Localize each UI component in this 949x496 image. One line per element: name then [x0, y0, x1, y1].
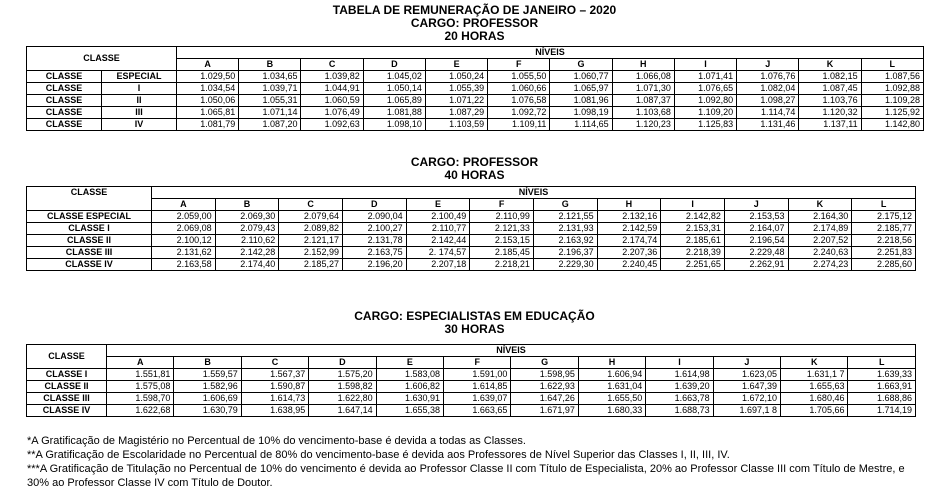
level-header-e: E [425, 59, 487, 71]
table-row [27, 235, 916, 247]
cargo-title-1: CARGO: PROFESSOR [410, 16, 539, 30]
salary-cell: 1.622,80 [309, 393, 376, 405]
salary-cell: 1.714,19 [848, 405, 916, 417]
salary-cell: 1.071,30 [612, 83, 674, 95]
salary-cell: 1.622,93 [511, 381, 578, 393]
level-header-h: H [578, 357, 645, 369]
salary-cell: 1.639,20 [646, 381, 713, 393]
salary-cell: 1.672,10 [713, 393, 780, 405]
hours-title-1: 20 HORAS [444, 29, 505, 43]
salary-cell: 2.131,78 [342, 235, 406, 247]
salary-cell: 1.114,65 [550, 119, 612, 131]
salary-cell: 1.082,15 [799, 71, 861, 83]
salary-cell: 1.125,92 [861, 107, 923, 119]
level-header-f: F [470, 199, 534, 211]
salary-cell: 2.069,30 [215, 211, 279, 223]
salary-cell: 2.090,04 [342, 211, 406, 223]
salary-cell: 1.081,79 [177, 119, 239, 131]
salary-cell: 1.631,1 7 [781, 369, 848, 381]
salary-cell: 2.196,20 [342, 259, 406, 271]
salary-cell: 2.069,08 [152, 223, 216, 235]
salary-cell: 1.050,14 [363, 83, 425, 95]
salary-cell: 1.060,59 [301, 95, 363, 107]
table-row [27, 223, 916, 235]
salary-cell: 1.614,73 [241, 393, 308, 405]
salary-cell: 1.060,77 [550, 71, 612, 83]
salary-cell: 1.688,86 [848, 393, 916, 405]
salary-cell: 1.705,66 [781, 405, 848, 417]
salary-cell: 1.623,05 [713, 369, 780, 381]
level-header-a: A [177, 59, 239, 71]
table-row [27, 211, 916, 223]
salary-cell: 1.076,58 [488, 95, 550, 107]
level-header-f: F [488, 59, 550, 71]
row-label: CLASSE III [27, 247, 152, 259]
salary-cell: 1.131,46 [737, 119, 799, 131]
salary-cell: 2.207,36 [597, 247, 661, 259]
table-row [27, 95, 924, 107]
salary-cell: 2.110,62 [215, 235, 279, 247]
salary-cell: 2.142,82 [661, 211, 725, 223]
level-header-l: L [848, 357, 916, 369]
salary-cell: 1.098,27 [737, 95, 799, 107]
salary-cell: 1.055,50 [488, 71, 550, 83]
salary-cell: 2.121,33 [470, 223, 534, 235]
salary-cell: 2.142,28 [215, 247, 279, 259]
salary-cell: 1.598,70 [107, 393, 174, 405]
salary-cell: 2.079,43 [215, 223, 279, 235]
salary-cell: 1.055,39 [425, 83, 487, 95]
salary-cell: 1.071,22 [425, 95, 487, 107]
salary-cell: 1.137,11 [799, 119, 861, 131]
level-header-d: D [363, 59, 425, 71]
salary-cell: 1.680,46 [781, 393, 848, 405]
row-label-level: II [102, 95, 177, 107]
row-label-classe: CLASSE [27, 95, 102, 107]
salary-cell: 2.089,82 [279, 223, 343, 235]
salary-cell: 2.240,63 [788, 247, 852, 259]
salary-cell: 1.663,65 [444, 405, 511, 417]
salary-cell: 1.647,26 [511, 393, 578, 405]
salary-cell: 2.164,07 [724, 223, 788, 235]
salary-cell: 1.559,57 [174, 369, 241, 381]
cargo-title-2: CARGO: PROFESSOR [410, 155, 539, 169]
salary-cell: 1.590,87 [241, 381, 308, 393]
salary-cell: 1.647,39 [713, 381, 780, 393]
salary-cell: 1.065,81 [177, 107, 239, 119]
salary-cell: 2.185,77 [852, 223, 916, 235]
level-header-i: I [661, 199, 725, 211]
row-label-classe: CLASSE [27, 119, 102, 131]
salary-cell: 1.575,20 [309, 369, 376, 381]
row-label-level: ESPECIAL [102, 71, 177, 83]
salary-cell: 1.638,95 [241, 405, 308, 417]
salary-cell: 1.663,78 [646, 393, 713, 405]
classe-header: CLASSE [27, 345, 107, 369]
salary-cell: 2.110,99 [470, 211, 534, 223]
level-header-e: E [406, 199, 470, 211]
row-label: CLASSE IV [27, 405, 107, 417]
level-header-c: C [241, 357, 308, 369]
niveis-header: NÍVEIS [152, 187, 916, 199]
salary-table-20h [26, 46, 924, 131]
level-header-b: B [215, 199, 279, 211]
salary-cell: 2.285,60 [852, 259, 916, 271]
row-label-classe: CLASSE [27, 71, 102, 83]
salary-cell: 1.614,85 [444, 381, 511, 393]
salary-cell: 1.622,68 [107, 405, 174, 417]
salary-cell: 1.087,56 [861, 71, 923, 83]
salary-cell: 1.697,1 8 [713, 405, 780, 417]
salary-cell: 1.639,07 [444, 393, 511, 405]
salary-cell: 1.044,91 [301, 83, 363, 95]
niveis-header: NÍVEIS [107, 345, 916, 357]
salary-cell: 2.110,77 [406, 223, 470, 235]
salary-cell: 1.647,14 [309, 405, 376, 417]
salary-cell: 2.131,62 [152, 247, 216, 259]
salary-cell: 1.575,08 [107, 381, 174, 393]
salary-cell: 2.251,83 [852, 247, 916, 259]
row-label: CLASSE ESPECIAL [27, 211, 152, 223]
salary-cell: 2.185,27 [279, 259, 343, 271]
level-header-d: D [342, 199, 406, 211]
salary-cell: 1.050,06 [177, 95, 239, 107]
hours-title-3: 30 HORAS [444, 322, 505, 336]
salary-cell: 1.630,79 [174, 405, 241, 417]
level-header-i: I [674, 59, 736, 71]
salary-cell: 1.066,08 [612, 71, 674, 83]
row-label: CLASSE IV [27, 259, 152, 271]
table-row [27, 107, 924, 119]
salary-cell: 2.185,61 [661, 235, 725, 247]
row-label-level: III [102, 107, 177, 119]
salary-cell: 1.081,88 [363, 107, 425, 119]
salary-cell: 1.103,68 [612, 107, 674, 119]
level-header-j: J [713, 357, 780, 369]
salary-cell: 2.240,45 [597, 259, 661, 271]
salary-cell: 1.065,89 [363, 95, 425, 107]
salary-cell: 1.081,96 [550, 95, 612, 107]
row-label-classe: CLASSE [27, 107, 102, 119]
salary-cell: 1.098,10 [363, 119, 425, 131]
salary-cell: 1.071,14 [239, 107, 301, 119]
row-label-classe: CLASSE [27, 83, 102, 95]
level-header-e: E [376, 357, 443, 369]
salary-cell: 1.050,24 [425, 71, 487, 83]
salary-cell: 1.631,04 [578, 381, 645, 393]
salary-cell: 1.039,71 [239, 83, 301, 95]
salary-cell: 1.087,45 [799, 83, 861, 95]
salary-cell: 1.087,29 [425, 107, 487, 119]
salary-cell: 2.164,30 [788, 211, 852, 223]
salary-cell: 2.163,75 [342, 247, 406, 259]
salary-cell: 1.092,63 [301, 119, 363, 131]
hours-title-2: 40 HORAS [444, 168, 505, 182]
level-header-c: C [279, 199, 343, 211]
level-header-c: C [301, 59, 363, 71]
row-label-level: IV [102, 119, 177, 131]
salary-cell: 2.079,64 [279, 211, 343, 223]
salary-cell: 2.174,89 [788, 223, 852, 235]
salary-cell: 1.103,59 [425, 119, 487, 131]
salary-cell: 1.120,32 [799, 107, 861, 119]
salary-cell: 1.688,73 [646, 405, 713, 417]
salary-cell: 2.059,00 [152, 211, 216, 223]
salary-cell: 1.680,33 [578, 405, 645, 417]
salary-cell: 1.087,20 [239, 119, 301, 131]
salary-cell: 2.229,48 [724, 247, 788, 259]
cargo-title-3: CARGO: ESPECIALISTAS EM EDUCAÇÃO [354, 309, 595, 323]
level-header-g: G [550, 59, 612, 71]
salary-cell: 1.098,19 [550, 107, 612, 119]
salary-cell: 1.614,98 [646, 369, 713, 381]
salary-cell: 2.218,39 [661, 247, 725, 259]
level-header-k: K [799, 59, 861, 71]
salary-cell: 1.029,50 [177, 71, 239, 83]
level-header-h: H [612, 59, 674, 71]
salary-cell: 2.207,18 [406, 259, 470, 271]
footnote-1: *A Gratificação de Magistério no Percentual de 10% do vencimento-base é devida a todas as Classes. [27, 435, 526, 447]
salary-cell: 2.218,56 [852, 235, 916, 247]
salary-cell: 2.207,52 [788, 235, 852, 247]
level-header-j: J [737, 59, 799, 71]
level-header-g: G [511, 357, 578, 369]
level-header-k: K [788, 199, 852, 211]
level-header-k: K [781, 357, 848, 369]
salary-cell: 2.196,37 [533, 247, 597, 259]
footnote-2: **A Gratificação de Escolaridade no Percentual de 80% do vencimento-base é devida aos Professores de Nível Superior das Classes I, II, III, IV. [27, 449, 730, 461]
level-header-a: A [107, 357, 174, 369]
table-row [27, 381, 916, 393]
salary-cell: 2.152,99 [279, 247, 343, 259]
level-header-l: L [852, 199, 916, 211]
salary-cell: 2.196,54 [724, 235, 788, 247]
salary-cell: 1.567,37 [241, 369, 308, 381]
salary-cell: 1.045,02 [363, 71, 425, 83]
salary-cell: 1.606,82 [376, 381, 443, 393]
salary-cell: 1.551,81 [107, 369, 174, 381]
salary-cell: 1.663,91 [848, 381, 916, 393]
salary-cell: 2.251,65 [661, 259, 725, 271]
salary-cell: 1.114,74 [737, 107, 799, 119]
salary-cell: 1.639,33 [848, 369, 916, 381]
table-row [27, 247, 916, 259]
document-title: TABELA DE REMUNERAÇÃO DE JANEIRO – 2020 [332, 3, 617, 17]
salary-cell: 1.630,91 [376, 393, 443, 405]
salary-cell: 1.598,95 [511, 369, 578, 381]
footnotes [27, 434, 927, 490]
niveis-header: NÍVEIS [177, 47, 924, 59]
salary-cell: 1.109,28 [861, 95, 923, 107]
table-row [27, 393, 916, 405]
classe-header: CLASSE [27, 187, 152, 211]
salary-cell: 2.175,12 [852, 211, 916, 223]
salary-cell: 2.153,15 [470, 235, 534, 247]
salary-cell: 1.076,65 [674, 83, 736, 95]
salary-cell: 1.671,97 [511, 405, 578, 417]
salary-cell: 2.218,21 [470, 259, 534, 271]
salary-cell: 1.071,41 [674, 71, 736, 83]
salary-cell: 1.034,65 [239, 71, 301, 83]
salary-cell: 1.092,80 [674, 95, 736, 107]
salary-cell: 1.142,80 [861, 119, 923, 131]
salary-cell: 2.163,92 [533, 235, 597, 247]
salary-cell: 2.163,58 [152, 259, 216, 271]
salary-table-40h [26, 186, 916, 271]
salary-cell: 1.109,20 [674, 107, 736, 119]
table-row [27, 405, 916, 417]
salary-cell: 2.153,31 [661, 223, 725, 235]
salary-cell: 2.274,23 [788, 259, 852, 271]
footnote-3: ***A Gratificação de Titulação no Percentual de 10% do vencimento é devida ao Professor Classe II com Título de Especialista, 20% ao Professor Classe III com Título de Mestre, e 30% ao Professor Classe IV com Título de Doutor. [27, 463, 905, 489]
salary-cell: 1.582,96 [174, 381, 241, 393]
row-label: CLASSE II [27, 235, 152, 247]
salary-cell: 1.606,69 [174, 393, 241, 405]
salary-cell: 2.153,53 [724, 211, 788, 223]
salary-cell: 1.082,04 [737, 83, 799, 95]
salary-cell: 1.655,63 [781, 381, 848, 393]
salary-cell: 1.076,49 [301, 107, 363, 119]
salary-cell: 2.142,59 [597, 223, 661, 235]
salary-cell: 2.100,49 [406, 211, 470, 223]
salary-cell: 1.583,08 [376, 369, 443, 381]
table-row [27, 83, 924, 95]
table-row [27, 369, 916, 381]
level-header-g: G [533, 199, 597, 211]
salary-cell: 2.185,45 [470, 247, 534, 259]
row-label: CLASSE I [27, 369, 107, 381]
level-header-d: D [309, 357, 376, 369]
table-row [27, 119, 924, 131]
salary-table-30h [26, 344, 916, 417]
row-label: CLASSE I [27, 223, 152, 235]
salary-cell: 1.087,37 [612, 95, 674, 107]
salary-cell: 1.655,50 [578, 393, 645, 405]
row-label: CLASSE III [27, 393, 107, 405]
salary-cell: 1.591,00 [444, 369, 511, 381]
salary-cell: 2.174,74 [597, 235, 661, 247]
level-header-f: F [444, 357, 511, 369]
salary-cell: 2.142,44 [406, 235, 470, 247]
salary-cell: 1.065,97 [550, 83, 612, 95]
level-header-h: H [597, 199, 661, 211]
salary-cell: 2.229,30 [533, 259, 597, 271]
table-row [27, 71, 924, 83]
salary-cell: 2.100,27 [342, 223, 406, 235]
salary-cell: 1.039,82 [301, 71, 363, 83]
salary-cell: 1.598,82 [309, 381, 376, 393]
salary-cell: 1.109,11 [488, 119, 550, 131]
salary-cell: 1.125,83 [674, 119, 736, 131]
level-header-l: L [861, 59, 923, 71]
salary-cell: 1.606,94 [578, 369, 645, 381]
row-label-level: I [102, 83, 177, 95]
salary-cell: 1.103,76 [799, 95, 861, 107]
salary-cell: 2.131,93 [533, 223, 597, 235]
salary-cell: 1.055,31 [239, 95, 301, 107]
salary-cell: 1.076,76 [737, 71, 799, 83]
salary-cell: 1.092,88 [861, 83, 923, 95]
level-header-b: B [174, 357, 241, 369]
salary-cell: 1.120,23 [612, 119, 674, 131]
level-header-i: I [646, 357, 713, 369]
salary-cell: 1.655,38 [376, 405, 443, 417]
salary-cell: 2.121,17 [279, 235, 343, 247]
level-header-j: J [724, 199, 788, 211]
salary-cell: 1.092,72 [488, 107, 550, 119]
salary-cell: 2.262,91 [724, 259, 788, 271]
salary-cell: 1.034,54 [177, 83, 239, 95]
salary-cell: 1.060,66 [488, 83, 550, 95]
salary-cell: 2.100,12 [152, 235, 216, 247]
salary-cell: 2.132,16 [597, 211, 661, 223]
salary-cell: 2. 174,57 [406, 247, 470, 259]
level-header-a: A [152, 199, 216, 211]
salary-cell: 2.121,55 [533, 211, 597, 223]
level-header-b: B [239, 59, 301, 71]
classe-header: CLASSE [27, 47, 177, 71]
salary-cell: 2.174,40 [215, 259, 279, 271]
table-row [27, 259, 916, 271]
row-label: CLASSE II [27, 381, 107, 393]
